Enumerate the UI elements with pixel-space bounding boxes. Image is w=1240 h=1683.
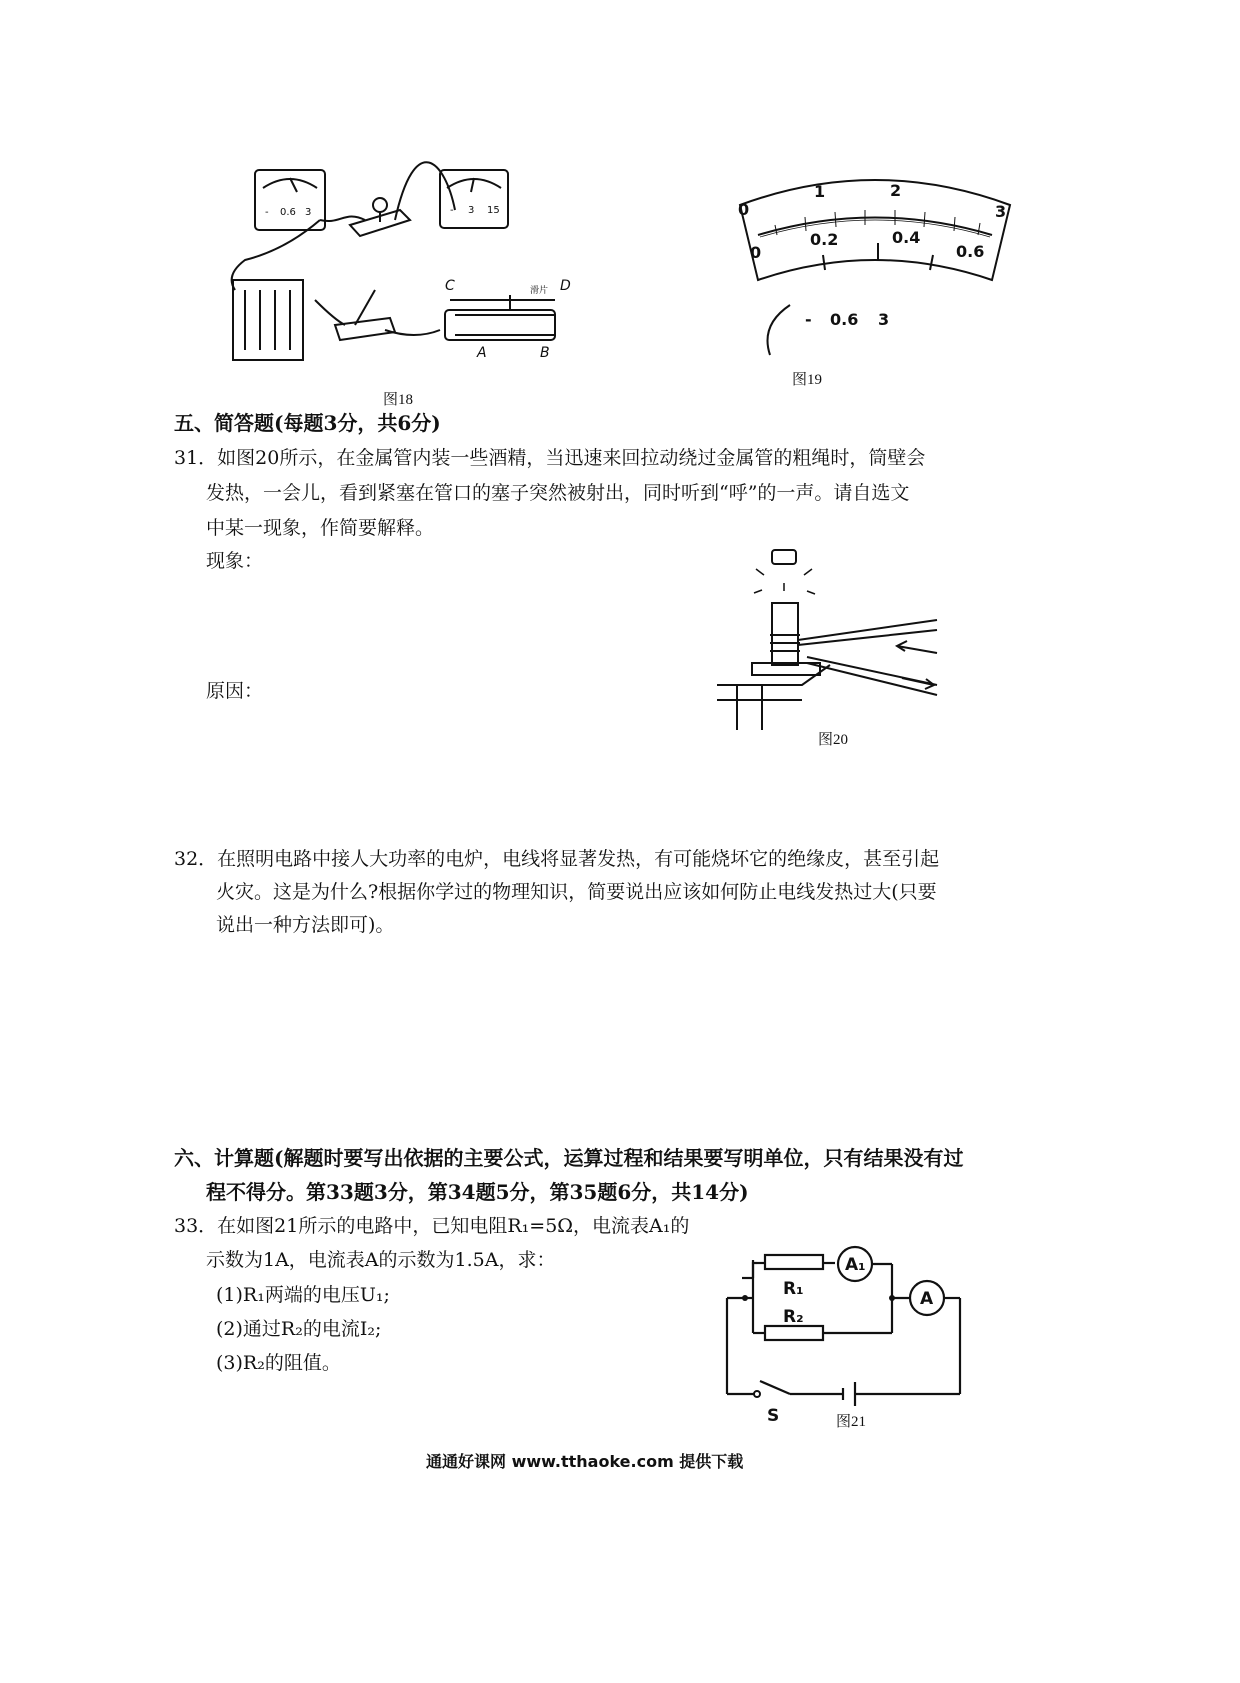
q31-phenomenon-label: 现象： [206,550,264,572]
dial-top-0: 0 [738,200,750,219]
fig21-r1-resistor [765,1255,823,1269]
voltmeter-tick-neg: - [450,205,454,216]
q33-line-1: 33．在如图21所示的电路中，已知电阻R₁=5Ω，电流表A₁的 [174,1215,690,1237]
figure-20-metal-tube [712,545,952,730]
q32-line-2: 火灾。这是为什么?根据你学过的物理知识，简要说出应该如何防止电线发热过大(只要 [216,881,937,903]
dial-bottom-0.4: 0.4 [892,228,921,247]
fig21-a1-label: A₁ [845,1255,866,1275]
section-5-title: 五、简答题(每题3分，共6分) [174,411,441,435]
figure-18-caption: 图18 [383,392,414,408]
terminal-neg: - [805,310,812,329]
ammeter-tick-neg: - [265,207,269,218]
dial-bottom-0.6: 0.6 [956,242,985,261]
figure-19-ammeter-dial [730,165,1020,385]
rheostat-slider-label: 滑片 [530,286,549,296]
dial-top-1: 1 [814,182,826,201]
figure-20-caption: 图20 [818,732,849,748]
q31-reason-label: 原因： [206,680,264,702]
voltmeter-tick-3: 3 [468,205,475,216]
figure-21-caption: 图21 [836,1414,867,1430]
dial-top-2: 2 [890,181,902,200]
q33-sub-1: (1)R₁两端的电压U₁; [216,1284,390,1306]
q32-line-3: 说出一种方法即可)。 [216,914,395,936]
voltmeter-tick-15: 15 [487,205,500,216]
q33-sub-2: (2)通过R₂的电流I₂; [216,1318,382,1340]
rheostat-label-b: B [540,345,550,361]
q33-line-2: 示数为1A，电流表A的示数为1.5A，求： [206,1249,556,1271]
q31-line-3: 中某一现象，作简要解释。 [206,517,435,539]
ammeter-tick-3: 3 [305,207,312,218]
q31-line-1: 31．如图20所示，在金属管内装一些酒精，当迅速来回拉动绕过金属管的粗绳时，筒壁会 [174,447,926,469]
dial-bottom-0: 0 [750,243,762,262]
fig21-r2-label: R₂ [783,1307,804,1327]
q33-sub-3: (3)R₂的阻值。 [216,1352,341,1374]
rheostat-label-c: C [445,278,455,294]
figure-21-circuit-diagram [715,1238,975,1433]
figure-19-caption: 图19 [792,372,823,388]
dial-bottom-0.2: 0.2 [810,230,839,249]
ammeter-tick-0.6: 0.6 [280,207,296,218]
terminal-3: 3 [878,310,890,329]
q31-line-2: 发热，一会儿，看到紧塞在管口的塞子突然被射出，同时听到“呼”的一声。请自选文 [206,482,910,504]
section-6-title-line-1: 六、计算题(解题时要写出依据的主要公式，运算过程和结果要写明单位，只有结果没有过 [174,1146,964,1170]
fig21-r2-resistor [765,1326,823,1340]
rheostat-label-a: A [477,345,487,361]
dial-top-3: 3 [995,202,1007,221]
fig21-a-label: A [920,1289,934,1309]
terminal-0.6: 0.6 [830,310,859,329]
fig21-switch-label: S [767,1406,780,1426]
q32-line-1: 32．在照明电路中接人大功率的电炉，电线将显著发热，有可能烧坏它的绝缘皮，甚至引起 [174,848,940,870]
fig21-r1-label: R₁ [783,1279,804,1299]
rheostat-label-d: D [560,278,571,294]
figure-18-circuit-apparatus [225,150,605,380]
page-footer: 通通好课网 www.tthaoke.com 提供下载 [426,1452,744,1471]
section-6-title-line-2: 程不得分。第33题3分，第34题5分，第35题6分，共14分) [206,1180,749,1204]
